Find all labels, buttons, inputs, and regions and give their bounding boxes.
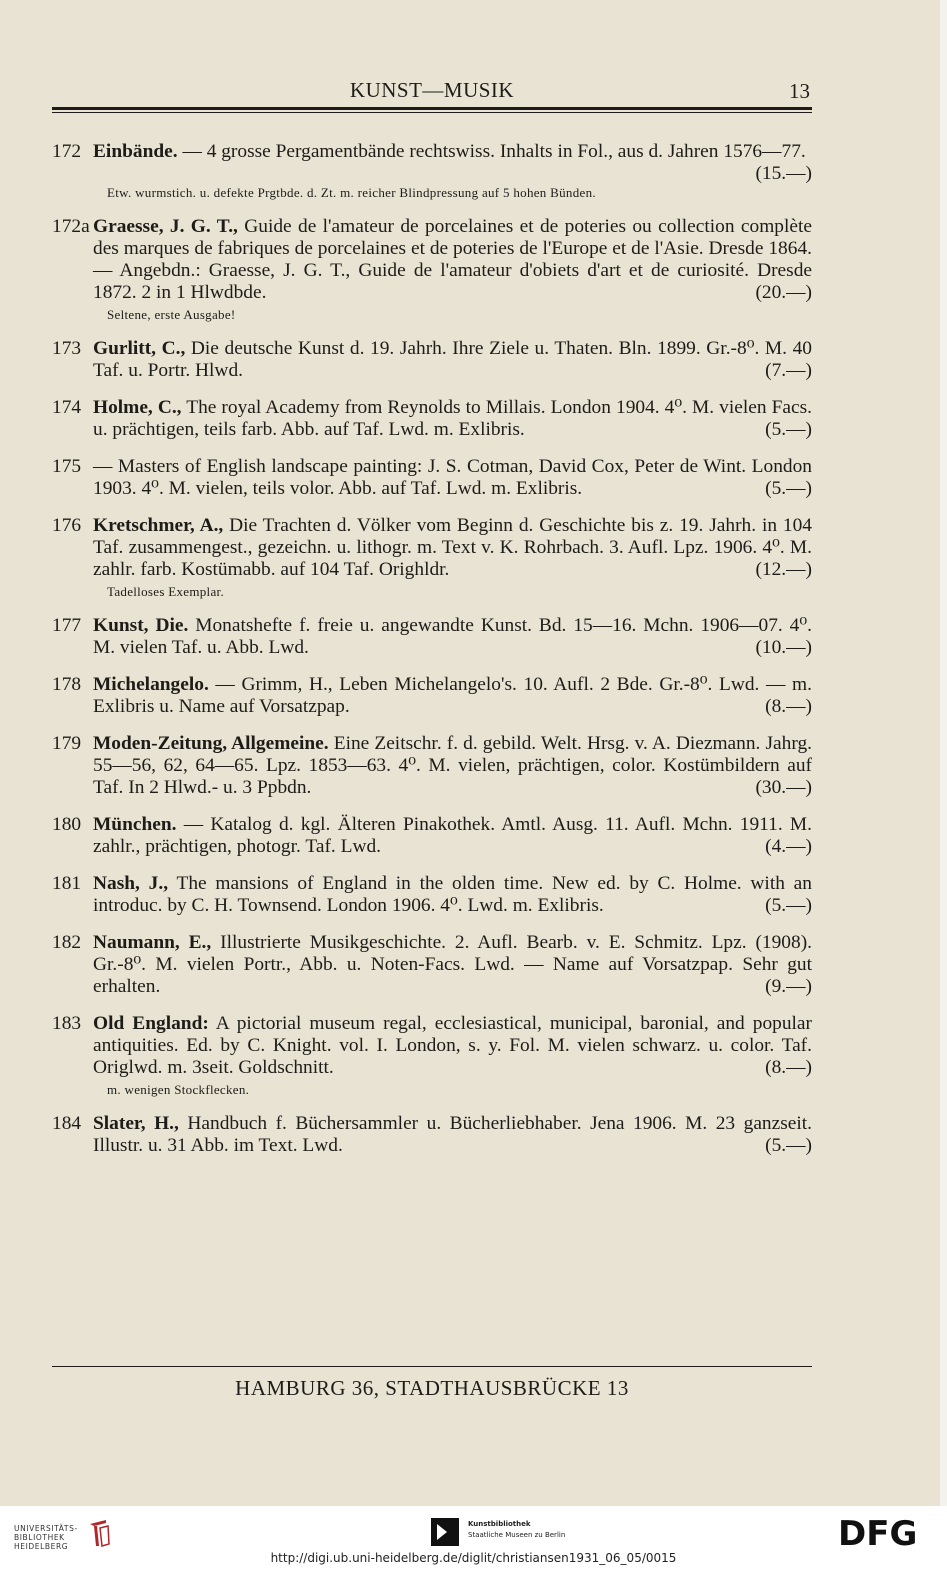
entry-body bbox=[93, 814, 812, 858]
entry-body bbox=[93, 397, 812, 441]
header-rule-thin bbox=[52, 112, 812, 113]
entry-number: 173 bbox=[52, 338, 82, 359]
catalog-entry bbox=[52, 338, 812, 382]
catalog-entry bbox=[52, 216, 812, 323]
entry-number: 176 bbox=[52, 515, 82, 536]
entry-text: The royal Academy from Reynolds to Millais. London 1904. 4⁰. M. vielen Facs. u. prächtigen, teils farb. Abb. auf Taf. Lwd. m. Exlibris. bbox=[93, 397, 812, 440]
dfg-logo-icon[interactable] bbox=[836, 1516, 930, 1548]
entry-price: (10.—) bbox=[755, 637, 812, 658]
kunstbibliothek-logo-icon[interactable] bbox=[431, 1518, 459, 1546]
catalog-entry bbox=[52, 456, 812, 500]
entry-body bbox=[93, 515, 812, 581]
entry-number: 181 bbox=[52, 873, 82, 894]
header-rule-thick bbox=[52, 107, 812, 110]
entry-text: — Masters of English landscape painting: J. S. Cotman, David Cox, Peter de Wint. London 1903. 4⁰. M. vielen, teils volor. Abb. auf Taf. Lwd. m. Exlibris. bbox=[93, 456, 812, 499]
catalog-entry bbox=[52, 814, 812, 858]
catalog-entry bbox=[52, 141, 812, 201]
entry-text: Die Trachten d. Völker vom Beginn d. Geschichte bis z. 19. Jahrh. in 104 Taf. zusammengest., gezeichn. u. lithogr. m. Text v. K. Rohrbach. 3. Aufl. Lpz. 1906. 4⁰. M. zahlr. farb. Kostümabb. auf 104 Taf. Orighldr. bbox=[93, 515, 812, 580]
catalog-entry bbox=[52, 932, 812, 998]
entry-body bbox=[93, 674, 812, 718]
catalog-entry bbox=[52, 1013, 812, 1098]
entry-author: Kretschmer, A., bbox=[93, 515, 224, 536]
entry-number: 178 bbox=[52, 674, 82, 695]
entry-author: Old England: bbox=[93, 1013, 209, 1034]
source-url[interactable]: http://digi.ub.uni-heidelberg.de/diglit/christiansen1931_06_05/0015 bbox=[270, 1551, 677, 1565]
entry-number: 174 bbox=[52, 397, 82, 418]
dfg-logo-text: DFG bbox=[838, 1516, 918, 1548]
page-title: KUNST—MUSIK bbox=[349, 78, 515, 102]
entry-note: Seltene, erste Ausgabe! bbox=[107, 307, 236, 322]
entry-note: Tadelloses Exemplar. bbox=[107, 584, 225, 599]
entry-price: (30.—) bbox=[755, 777, 812, 798]
heidelberg-library-name[interactable] bbox=[14, 1524, 78, 1551]
entry-author: Naumann, E., bbox=[93, 932, 212, 953]
entry-text: Die deutsche Kunst d. 19. Jahrh. Ihre Ziele u. Thaten. Bln. 1899. Gr.-8⁰. M. 40 Taf. u. Portr. Hlwd. bbox=[93, 338, 812, 381]
entry-number: 172a bbox=[52, 216, 90, 237]
page-number: 13 bbox=[789, 79, 810, 103]
footer-address: HAMBURG 36, STADTHAUSBRÜCKE 13 bbox=[235, 1376, 629, 1400]
entry-author: Graesse, J. G. T., bbox=[93, 216, 238, 237]
entry-author: Einbände. bbox=[93, 141, 178, 162]
catalog-entry bbox=[52, 733, 812, 799]
entry-price: (8.—) bbox=[765, 1057, 812, 1078]
entry-text: The mansions of England in the olden time. New ed. by C. Holme. with an introduc. by C. H. Townsend. London 1906. 4⁰. Lwd. m. Exlibris. bbox=[93, 873, 812, 916]
entry-text: — 4 grosse Pergamentbände rechtswiss. Inhalts in Fol., aus d. Jahren 1576—77. bbox=[177, 141, 806, 162]
entry-body bbox=[93, 932, 812, 998]
catalog-entry bbox=[52, 873, 812, 917]
entry-number: 182 bbox=[52, 932, 82, 953]
entry-author: Nash, J., bbox=[93, 873, 169, 894]
kunstbibliothek-label bbox=[468, 1519, 565, 1541]
entry-price: (5.—) bbox=[765, 895, 812, 916]
entry-price: (5.—) bbox=[765, 419, 812, 440]
entry-number: 175 bbox=[52, 456, 82, 477]
entry-text: A pictorial museum regal, ecclesiastical, municipal, baronial, and popular antiquities. Ed. by C. Knight. vol. I. London, s. y. Fol. M. vielen schwarz. u. color. Taf. Origlwd. m. 3seit. Goldschnitt. bbox=[93, 1013, 812, 1078]
entry-price: (15.—) bbox=[755, 163, 812, 184]
entry-price: (9.—) bbox=[765, 976, 812, 997]
kunstbibliothek-sub: Staatliche Museen zu Berlin bbox=[468, 1531, 566, 1539]
entry-number: 172 bbox=[52, 141, 82, 162]
entry-number: 180 bbox=[52, 814, 82, 835]
entry-body bbox=[93, 456, 812, 500]
entry-number: 179 bbox=[52, 733, 82, 754]
catalog-entry bbox=[52, 615, 812, 659]
entry-body bbox=[93, 338, 812, 382]
entry-price: (5.—) bbox=[765, 478, 812, 499]
catalog-entry bbox=[52, 1113, 812, 1157]
entry-body bbox=[93, 873, 812, 917]
entry-price: (7.—) bbox=[765, 360, 812, 381]
entry-price: (4.—) bbox=[765, 836, 812, 857]
kunstbibliothek-name: Kunstbibliothek bbox=[468, 1520, 531, 1528]
entry-note: m. wenigen Stockflecken. bbox=[107, 1082, 250, 1097]
entry-text: Eine Zeitschr. f. d. gebild. Welt. Hrsg. v. A. Diezmann. Jahrg. 55—56, 62, 64—65. Lpz. 1853—63. 4⁰. M. vielen, prächtigen, color. Kostümbildern auf Taf. In 2 Hlwd.- u. 3 Ppbdn. bbox=[93, 733, 812, 798]
entry-text: Monatshefte f. freie u. angewandte Kunst. Bd. 15—16. Mchn. 1906—07. 4⁰. M. vielen Taf. u. Abb. Lwd. bbox=[93, 615, 812, 658]
heidelberg-logo-icon[interactable] bbox=[86, 1518, 112, 1548]
entry-author: Holme, C., bbox=[93, 397, 182, 418]
entry-number: 183 bbox=[52, 1013, 82, 1034]
entry-author: München. bbox=[93, 814, 177, 835]
entry-note: Etw. wurmstich. u. defekte Prgtbde. d. Zt. m. reicher Blindpressung auf 5 hohen Bünden. bbox=[107, 185, 596, 200]
entry-price: (5.—) bbox=[765, 1135, 812, 1156]
uni-line-3: HEIDELBERG bbox=[14, 1542, 69, 1551]
entry-body bbox=[93, 1113, 812, 1157]
entry-body bbox=[93, 141, 812, 184]
catalog-entries bbox=[52, 141, 812, 1172]
entry-body bbox=[93, 1013, 812, 1079]
entry-text: — Katalog d. kgl. Älteren Pinakothek. Amtl. Ausg. 11. Aufl. Mchn. 1911. M. zahlr., prächtigen, photogr. Taf. Lwd. bbox=[93, 814, 812, 857]
entry-text: Handbuch f. Büchersammler u. Bücherliebhaber. Jena 1906. M. 23 ganzseit. Illustr. u. 31 Abb. im Text. Lwd. bbox=[93, 1113, 812, 1156]
entry-number: 184 bbox=[52, 1113, 82, 1134]
entry-price: (12.—) bbox=[755, 559, 812, 580]
page-edge bbox=[940, 0, 947, 1506]
entry-number: 177 bbox=[52, 615, 82, 636]
entry-text: Illustrierte Musikgeschichte. 2. Aufl. Bearb. v. E. Schmitz. Lpz. (1908). Gr.-8⁰. M. vielen Portr., Abb. u. Noten-Facs. Lwd. — Name auf Vorsatzpap. Sehr gut erhalten. bbox=[93, 932, 812, 997]
catalog-entry bbox=[52, 397, 812, 441]
page-header bbox=[52, 78, 812, 108]
entry-author: Kunst, Die. bbox=[93, 615, 189, 636]
entry-author: Moden-Zeitung, Allgemeine. bbox=[93, 733, 329, 754]
entry-price: (8.—) bbox=[765, 696, 812, 717]
catalog-entry bbox=[52, 674, 812, 718]
catalog-entry bbox=[52, 515, 812, 600]
entry-body bbox=[93, 615, 812, 659]
entry-price: (20.—) bbox=[755, 282, 812, 303]
entry-author: Gurlitt, C., bbox=[93, 338, 186, 359]
entry-author: Michelangelo. bbox=[93, 674, 209, 695]
entry-text: — Grimm, H., Leben Michelangelo's. 10. Aufl. 2 Bde. Gr.-8⁰. Lwd. — m. Exlibris u. Name auf Vorsatzpap. bbox=[93, 674, 812, 717]
entry-text: Guide de l'amateur de porcelaines et de poteries ou collection complète des marques de fabriques de porcelaines et de poteries de l'Europe et de l'Asie. Dresde 1864. — Angebdn.: Graesse, J. G. T., Guide de l'amateur d'obiets d'art et de curiosité. Dresde 1872. 2 in 1 Hlwdbde. bbox=[93, 216, 812, 303]
entry-body bbox=[93, 733, 812, 799]
entry-body bbox=[93, 216, 812, 304]
uni-line-2: BIBLIOTHEK bbox=[14, 1533, 65, 1542]
uni-line-1: UNIVERSITÄTS- bbox=[14, 1524, 78, 1533]
entry-author: Slater, H., bbox=[93, 1113, 179, 1134]
footer-rule bbox=[52, 1366, 812, 1367]
